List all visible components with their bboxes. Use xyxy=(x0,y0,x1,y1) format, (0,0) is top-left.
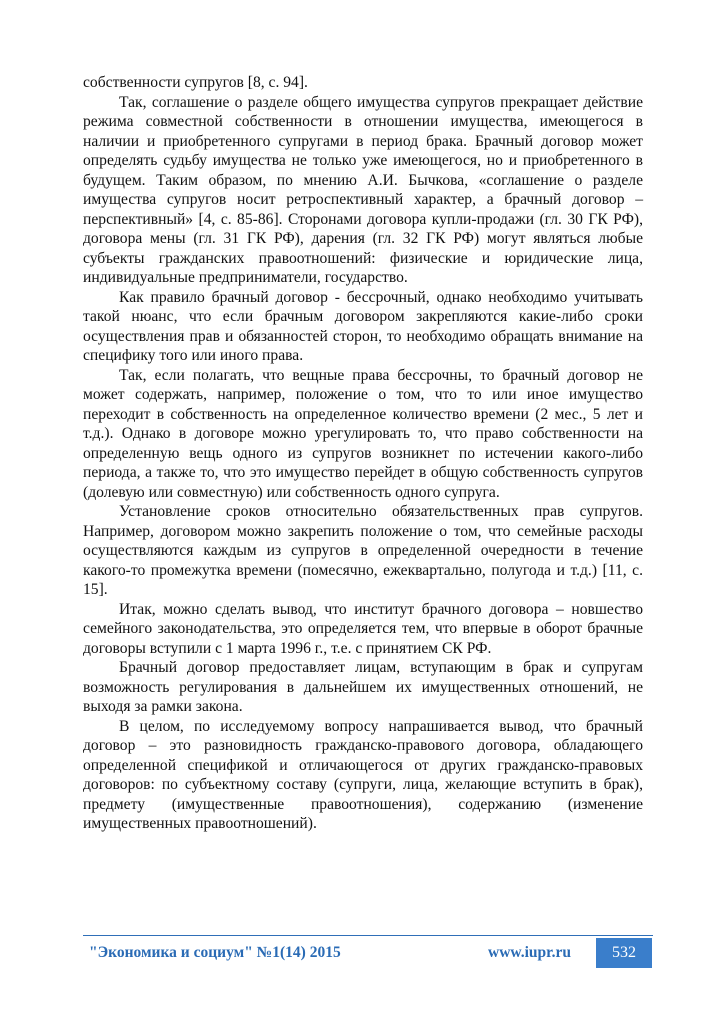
footer-divider xyxy=(83,935,653,936)
paragraph-1: собственности супругов [8, с. 94]. xyxy=(83,74,308,91)
paragraph-2: Так, соглашение о разделе общего имущества супругов прекращает действие режима совместной собственности в отношении имущества, имеющегося в наличии и приобретенного супругами в период брака. Брачный договор может определять судьбу имущества не только уже имеющегося, но и приобретенного в будущем. Таким образом, по мнению А.И. Бычкова, «соглашение о разделе имущества супругов носит ретроспективный характер, а брачный договор – перспективный» [4, с. 85-86]. Сторонами договора купли-продажи (гл. 30 ГК РФ), договора мены (гл. 31 ГК РФ), дарения (гл. 32 ГК РФ) могут являться любые субъекты гражданских правоотношений: физические и юридические лица, индивидуальные предприниматели, государство. xyxy=(83,93,643,286)
page-footer xyxy=(83,938,653,966)
page-number-badge: 532 xyxy=(596,938,652,968)
paragraph-5: Установление сроков относительно обязательственных прав супругов. Например, договором можно закрепить положение о том, что семейные расходы осуществляются каждым из супругов в определенной очередности в течение какого-то промежутка времени (помесячно, ежеквартально, полугода и т.д.) [11, с. 15]. xyxy=(83,503,643,598)
paragraph-3: Как правило брачный договор - бессрочный, однако необходимо учитывать такой нюанс, что если брачным договором закрепляются какие-либо сроки осуществления прав и обязанностей сторон, то необходимо обращать внимание на специфику того или иного права. xyxy=(83,288,643,364)
paragraph-6: Итак, можно сделать вывод, что институт брачного договора – новшество семейного законодательства, это определяется тем, что впервые в оборот брачные договоры вступили с 1 марта 1996 г., т.е. с принятием СК РФ. xyxy=(83,600,643,657)
article-body xyxy=(83,73,643,834)
paragraph-7: Брачный договор предоставляет лицам, вступающим в брак и супругам возможность регулирования в дальнейшем их имущественных отношений, не выходя за рамки закона. xyxy=(83,659,643,715)
journal-title: "Экономика и социум" №1(14) 2015 xyxy=(89,944,341,961)
journal-website-link[interactable]: www.iupr.ru xyxy=(488,944,571,961)
paragraph-8: В целом, по исследуемому вопросу напрашивается вывод, что брачный договор – это разновидность гражданско-правового договора, обладающего определенной спецификой и отличающегося от других гражданско-правовых договоров: по субъектному составу (супруги, лица, желающие вступить в брак), предмету (имущественные правоотношения), содержанию (изменение имущественных правоотношений). xyxy=(83,717,643,832)
paragraph-4: Так, если полагать, что вещные права бессрочны, то брачный договор не может содержать, например, положение о том, что то или иное имущество переходит в собственность на определенное количество времени (2 мес., 5 лет и т.д.). Однако в договоре можно урегулировать то, что право собственности на определенную вещь одного из супругов возникнет по истечении какого-либо периода, а также то, что это имущество перейдет в общую собственность супругов (долевую или совместную) или собственность одного супруга. xyxy=(83,366,643,501)
